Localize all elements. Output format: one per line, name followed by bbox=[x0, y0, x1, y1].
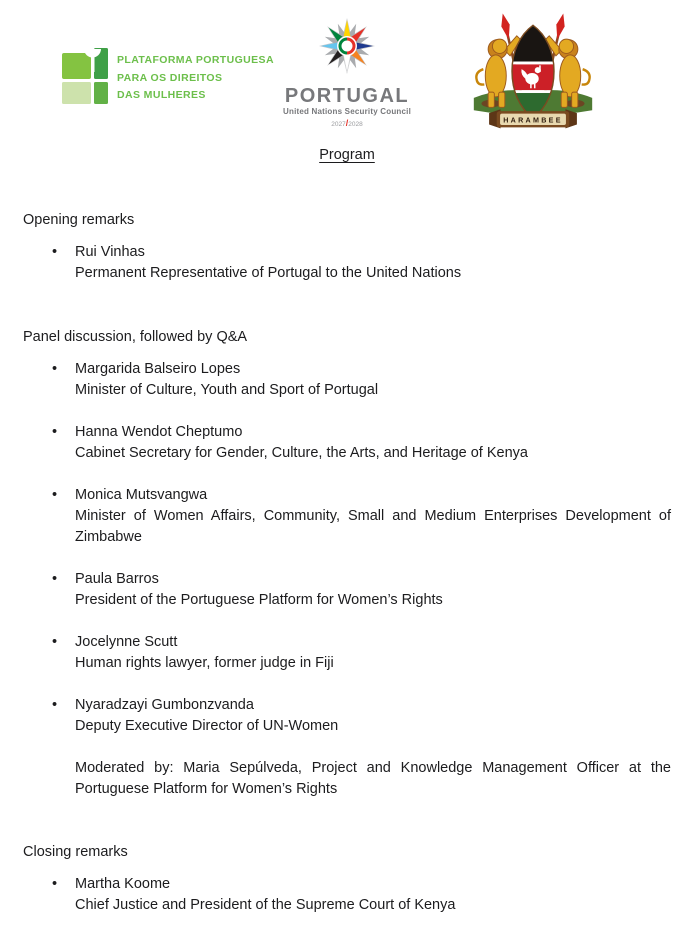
speaker-name: • Nyaradzayi Gumbonzvanda bbox=[75, 697, 254, 713]
list-item bbox=[23, 242, 671, 284]
term-end: 2028 bbox=[348, 121, 363, 128]
speaker-title: Minister of Culture, Youth and Sport of Portugal bbox=[75, 382, 379, 398]
speaker-name: • Monica Mutsvangwa bbox=[75, 487, 208, 503]
header-logos bbox=[0, 0, 694, 145]
portugal-logo-title: PORTUGAL bbox=[284, 85, 410, 107]
section-heading: Opening remarks bbox=[23, 212, 135, 228]
section-closing-remarks bbox=[23, 820, 671, 916]
ppdm-logo bbox=[62, 48, 274, 111]
portugal-unsc-logo bbox=[262, 16, 432, 129]
portugal-logo-subtitle: United Nations Security Council bbox=[283, 107, 411, 116]
list-item bbox=[23, 485, 671, 548]
speaker-name: • Paula Barros bbox=[75, 571, 159, 587]
speaker-name: • Martha Koome bbox=[75, 876, 171, 892]
speaker-name: • Margarida Balseiro Lopes bbox=[75, 361, 241, 377]
speaker-title: Chief Justice and President of the Supreme Court of Kenya bbox=[75, 897, 456, 913]
ppdm-logo-text bbox=[117, 48, 274, 105]
section-panel-discussion bbox=[23, 305, 671, 800]
speaker-list bbox=[23, 242, 671, 284]
ppdm-line-3: DAS MULHERES bbox=[117, 89, 206, 101]
speaker-list bbox=[23, 874, 671, 916]
section-heading: Closing remarks bbox=[23, 844, 128, 860]
page-title: Program bbox=[319, 147, 375, 163]
kenya-coat-of-arms-icon bbox=[466, 10, 600, 143]
speaker-title: President of the Portuguese Platform for Women’s Rights bbox=[75, 592, 443, 608]
section-opening-remarks bbox=[23, 166, 671, 284]
speaker-title: Cabinet Secretary for Gender, Culture, the Arts, and Heritage of Kenya bbox=[75, 445, 528, 461]
list-item bbox=[23, 632, 671, 674]
speaker-list bbox=[23, 359, 671, 737]
ppdm-logo-icon bbox=[62, 48, 108, 111]
speaker-title: Deputy Executive Director of UN-Women bbox=[75, 718, 339, 734]
portugal-logo-term bbox=[262, 119, 432, 129]
term-separator: / bbox=[345, 118, 349, 128]
speaker-name: • Hanna Wendot Cheptumo bbox=[75, 424, 243, 440]
document-body bbox=[0, 145, 694, 916]
speaker-title: Minister of Women Affairs, Community, Small and Medium Enterprises Development of Zimbabwe bbox=[75, 508, 671, 545]
section-heading: Panel discussion, followed by Q&A bbox=[23, 329, 248, 345]
ppdm-line-2: PARA OS DIREITOS bbox=[117, 71, 223, 84]
portugal-unsc-emblem-icon bbox=[317, 64, 377, 80]
list-item bbox=[23, 874, 671, 916]
speaker-name: • Rui Vinhas bbox=[75, 244, 145, 260]
moderator-note: Moderated by: Maria Sepúlveda, Project and Knowledge Management Officer at the Portuguese Platform for Women’s Rights bbox=[75, 760, 671, 797]
list-item bbox=[23, 695, 671, 737]
list-item bbox=[23, 359, 671, 401]
speaker-title: Human rights lawyer, former judge in Fiji bbox=[75, 655, 334, 671]
list-item bbox=[23, 569, 671, 611]
speaker-name: • Jocelynne Scutt bbox=[75, 634, 178, 650]
speaker-title: Permanent Representative of Portugal to the United Nations bbox=[75, 265, 462, 281]
harambee-motto: HARAMBEE bbox=[503, 116, 563, 125]
ppdm-line-1: PLATAFORMA PORTUGUESA bbox=[117, 54, 274, 66]
list-item bbox=[23, 422, 671, 464]
term-start: 2027 bbox=[331, 121, 346, 128]
